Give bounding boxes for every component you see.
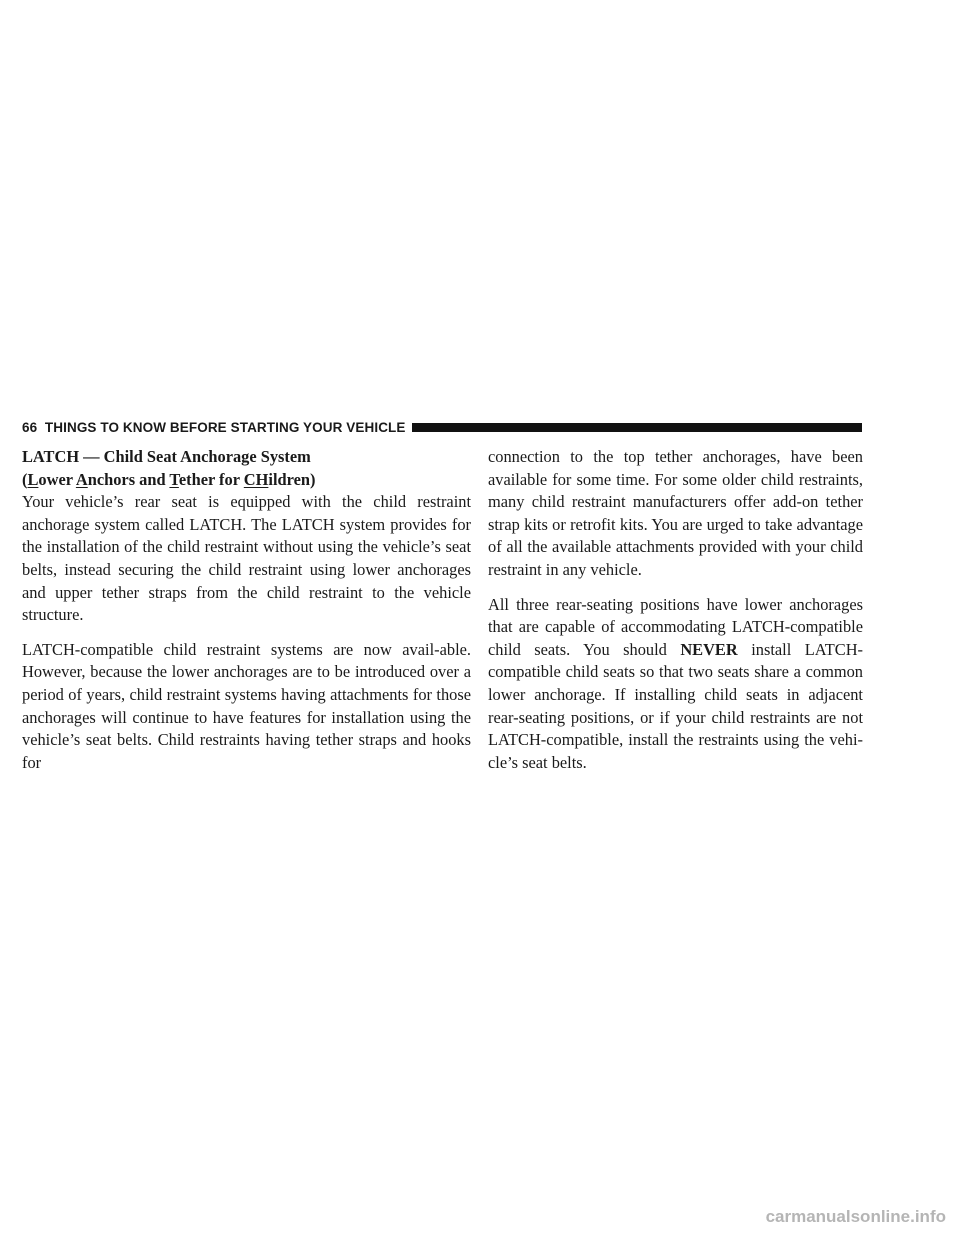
page-header [22,417,862,437]
heading-acronym-ch: CH [243,469,269,489]
section-heading [22,446,471,491]
heading-acronym-t: T [169,469,179,489]
heading-paren: ( [22,469,28,489]
heading-acronym-a: A [75,469,88,489]
paragraph-3 [488,594,863,775]
paragraph-2-part-1: LATCH-compatible child restraint systems are now avail-able. However, because the lower anchorages are to be introduced over a period of years, child restraint systems having attachments for those anchorages will continue to have features for installation using the vehicle’s seat belts. Child restraints having tether straps and hooks for [22,639,471,772]
paragraph-3-text-before: All three rear-seating positions have lower anchorages that are capable of accommodating LATCH-compatible child seats. You should [488,594,863,659]
heading-text-lower: ower [38,469,76,489]
heading-text-children: ildren) [268,469,316,489]
heading-line-1: LATCH — Child Seat Anchorage System [22,447,311,466]
heading-line-2 [22,469,471,492]
heading-text-anchors: nchors and [87,469,170,489]
heading-acronym-l: L [27,469,39,489]
paragraph-3-text-after: install LATCH-compatible child seats so that two seats share a common lower anchorage. If installing child seats in adjacent rear-seating positions, or if your child restraints are not LATCH-compatible, install the restraints using the vehi-cle’s seat belts. [488,639,863,772]
paragraph-2-part-2: connection to the top tether anchorages, have been available for some time. For some older child restraints, many child restraint manufacturers offer add-on tether strap kits or retrofit kits. You are urged to take advantage of all the available attachments provided with your child restraint in any vehicle. [488,447,863,579]
footer-watermark: carmanualsonline.info [765,1207,946,1226]
header-section-title: THINGS TO KNOW BEFORE STARTING YOUR VEHICLE [44,419,406,435]
heading-text-tether: ether for [178,469,244,489]
header-spacer [37,420,45,435]
header-page-number: 66 [22,419,38,435]
left-column [22,446,471,786]
paragraph-3-emphasis-never: NEVER [680,639,738,659]
header-rule-bar [412,423,863,432]
paragraph-1: Your vehicle’s rear seat is equipped with the child restraint anchorage system called LATCH. The LATCH system provides for the installation of the child restraint without using the vehicle’s seat belts, instead securing the child restraint using lower anchorages and upper tether straps from the child restraint to the vehicle structure. [22,492,471,625]
right-column [488,446,863,786]
